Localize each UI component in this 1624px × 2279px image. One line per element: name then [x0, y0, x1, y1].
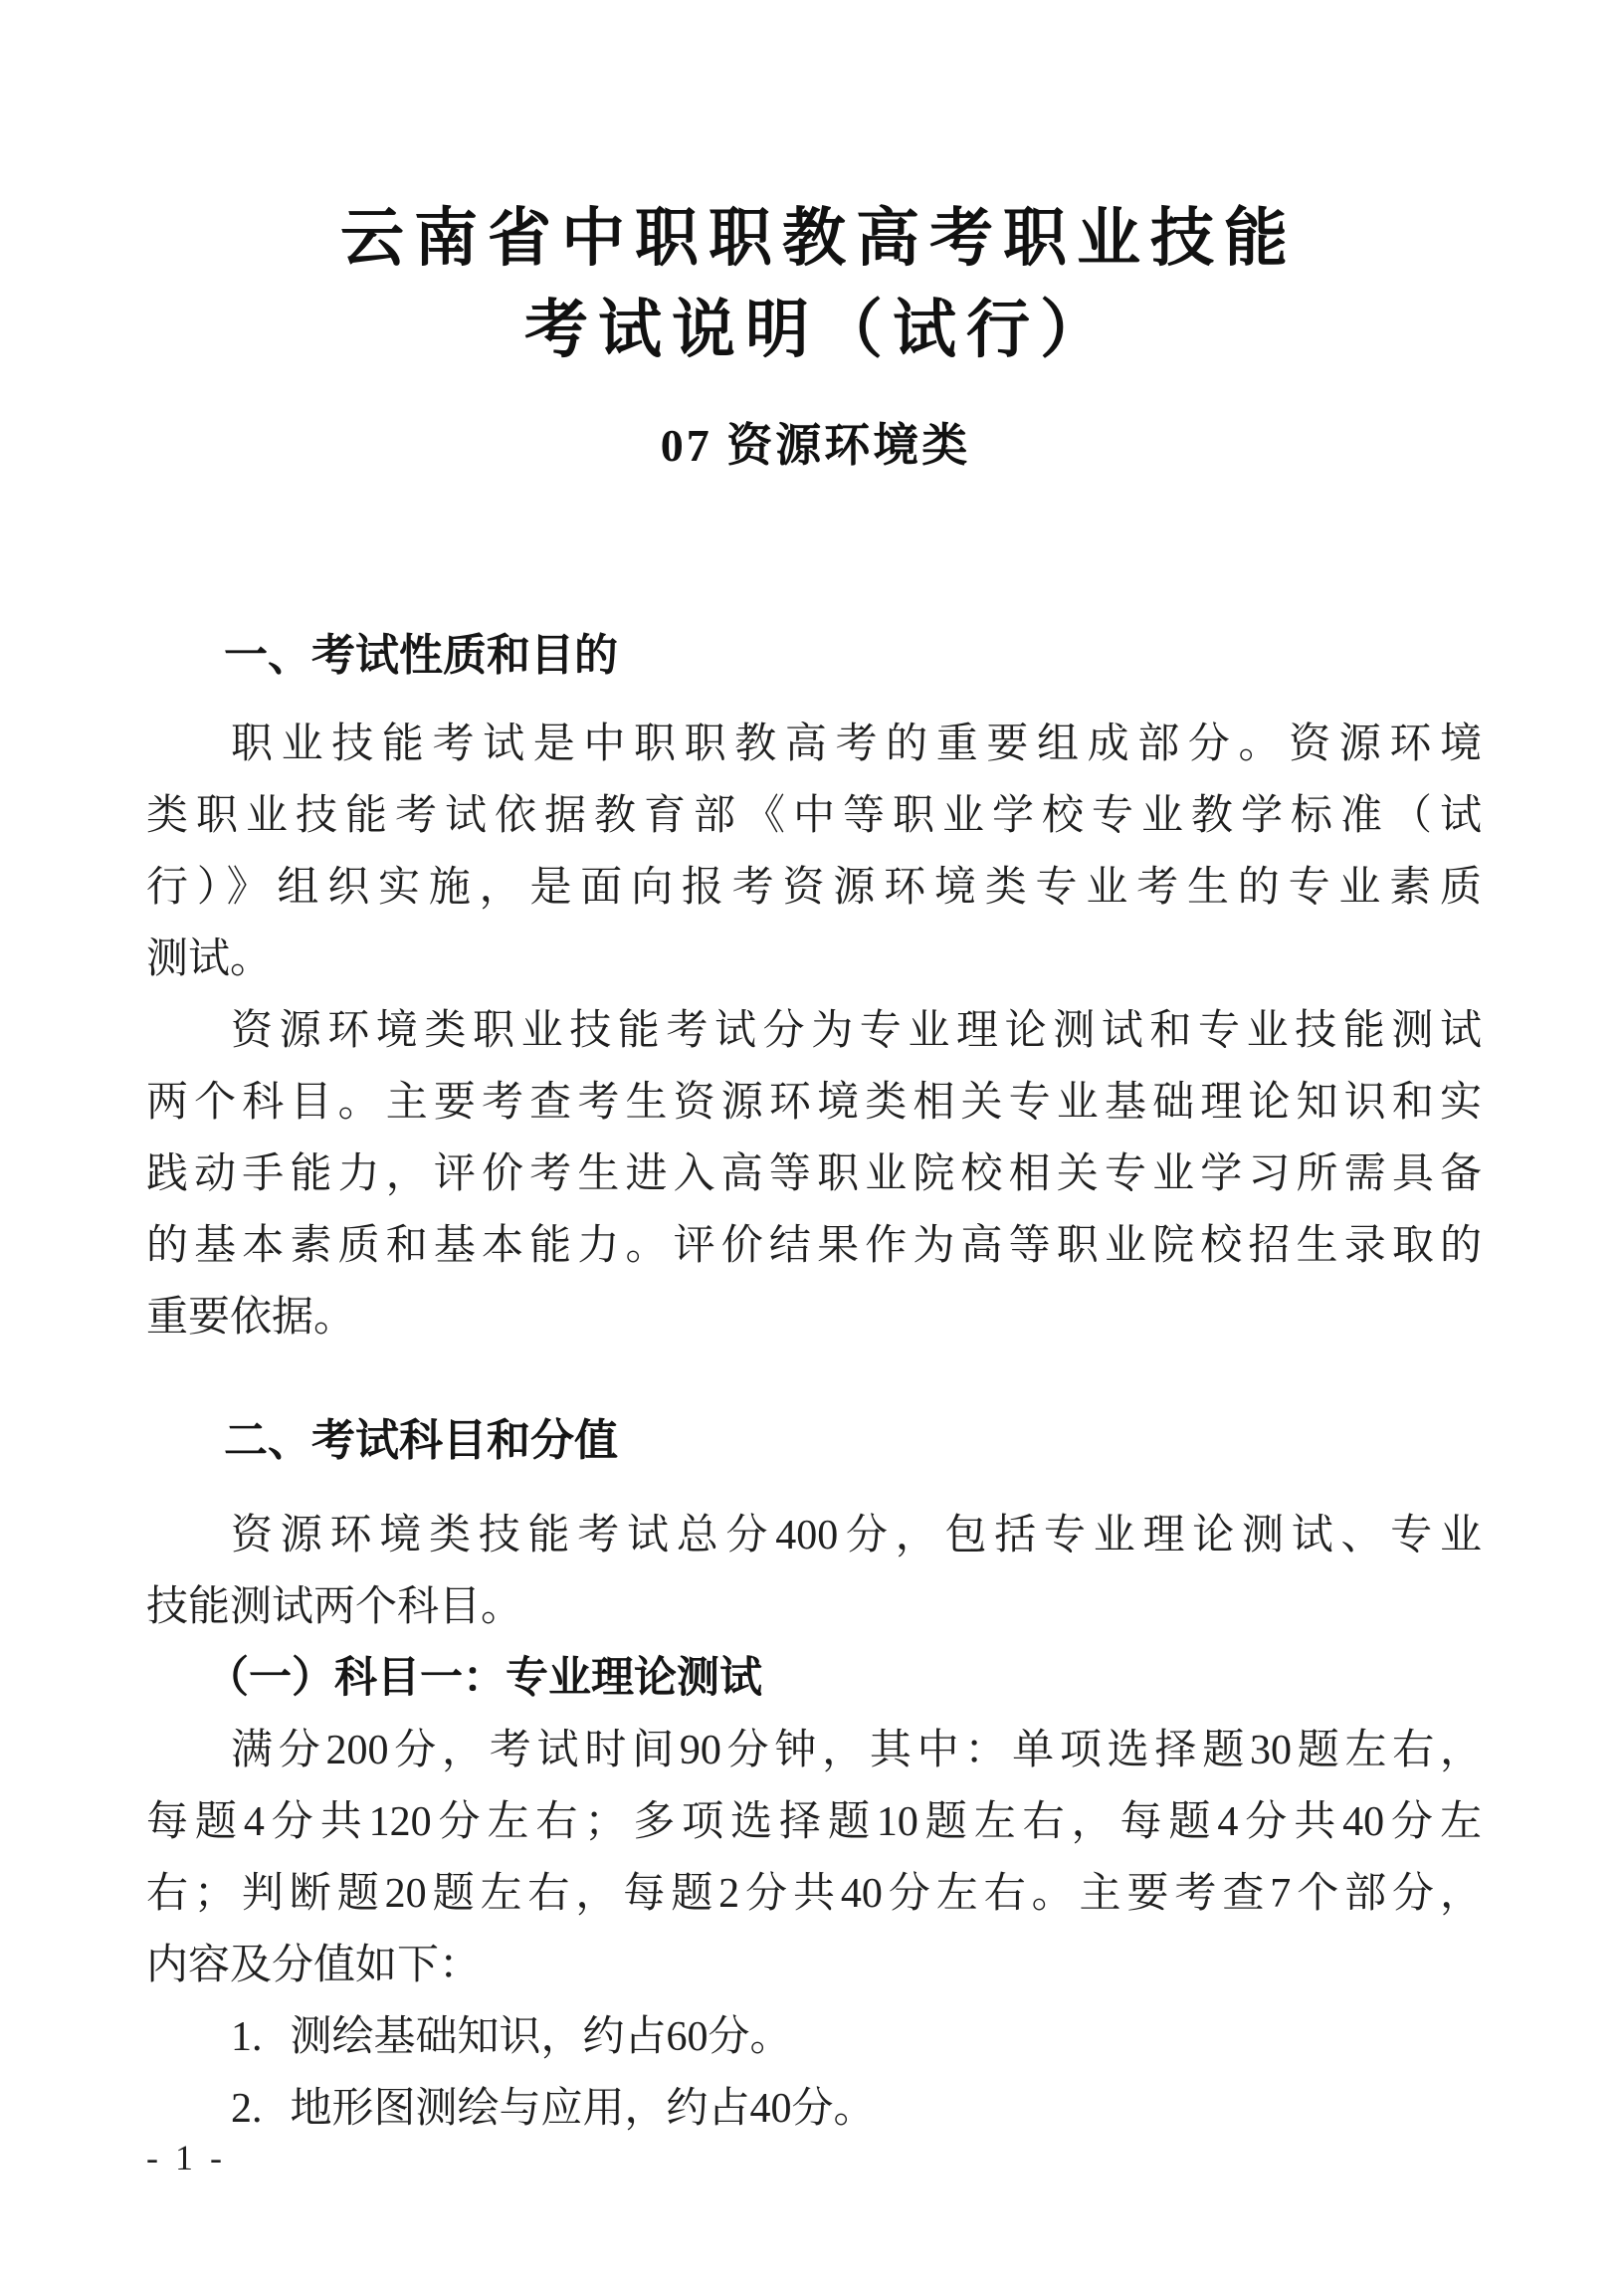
document-title-line2: 考试说明（试行）: [524, 295, 1114, 365]
section-heading-2: 二、考试科目和分值: [224, 1416, 618, 1465]
list-item-text: 测绘基础知识，约占60分。: [290, 2014, 792, 2060]
body-line: 的基本素质和基本能力。评价结果作为高等职业院校招生录取的: [146, 1223, 1482, 1269]
section1-paragraph1: [146, 709, 1482, 995]
section1-paragraph2: [146, 995, 1482, 1353]
body-line: 技能测试两个科目。: [146, 1584, 523, 1630]
subsection-heading-1: （一）科目一：专业理论测试: [206, 1655, 762, 1702]
body-line: 测试。: [146, 936, 273, 982]
section-heading-1: 一、考试性质和目的: [224, 631, 618, 680]
body-line: 重要依据。: [146, 1295, 356, 1341]
body-line: 内容及分值如下：: [146, 1943, 482, 1988]
section2-paragraph1: [146, 1500, 1482, 1643]
list-item-number: 2.: [231, 2086, 263, 2132]
body-line: 资源环境类职业技能考试分为专业理论测试和专业技能测试: [231, 1008, 1482, 1054]
list-item-number: 1.: [231, 2014, 263, 2060]
list-item-text: 地形图测绘与应用，约占40分。: [290, 2086, 876, 2132]
body-line: 践动手能力，评价考生进入高等职业院校相关专业学习所需具备: [146, 1151, 1482, 1197]
body-line: 满分200分，考试时间90分钟，其中：单项选择题30题左右，: [231, 1728, 1482, 1773]
category-subtitle: 07 资源环境类: [660, 420, 971, 471]
document-title-line1: 云南省中职职教高考职业技能: [340, 203, 1298, 274]
list-item: [146, 2073, 1482, 2145]
body-line: 右；判断题20题左右，每题2分共40分左右。主要考查7个部分，: [146, 1871, 1482, 1917]
score-list: [146, 2001, 1482, 2145]
section2-paragraph2: [146, 1715, 1482, 2001]
page-number: - 1 -: [146, 2138, 226, 2177]
body-line: 每题4分共120分左右；多项选择题10题左右，每题4分共40分左: [146, 1799, 1482, 1845]
list-item: [146, 2001, 1482, 2073]
body-line: 职业技能考试是中职职教高考的重要组成部分。资源环境: [231, 722, 1482, 767]
body-line: 资源环境类技能考试总分400分，包括专业理论测试、专业: [231, 1513, 1482, 1558]
body-line: 行）》组织实施，是面向报考资源环境类专业考生的专业素质: [146, 865, 1482, 911]
body-line: 两个科目。主要考查考生资源环境类相关专业基础理论知识和实: [146, 1080, 1482, 1126]
body-line: 类职业技能考试依据教育部《中等职业学校专业教学标准（试: [146, 793, 1482, 839]
